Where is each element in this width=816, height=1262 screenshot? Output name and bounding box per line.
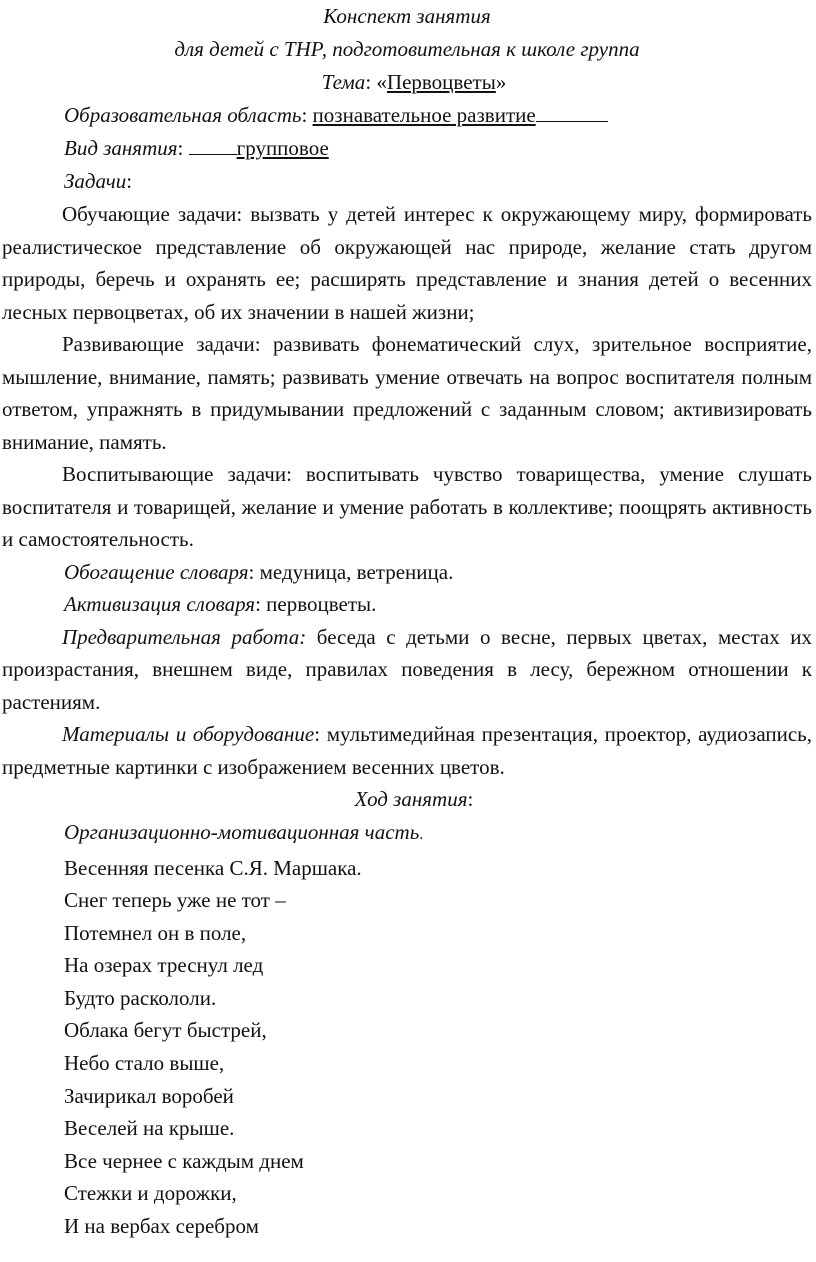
type-blank — [189, 154, 237, 155]
poem-line: И на вербах серебром — [64, 1213, 259, 1238]
prep-work — [2, 621, 812, 719]
type-label: Вид занятия — [64, 136, 178, 160]
poem-line: Потемнел он в поле, — [64, 920, 247, 945]
teaching-tasks: Обучающие задачи: вызвать у детей интерес к окружающему миру, формировать реалистическое представление об окружающей нас природе, желание стать другом природы, беречь и охранять ее; расширять представление и знания детей о весенних лесных первоцветах, об их значении в нашей жизни; — [2, 202, 812, 324]
tasks-heading: Задачи: — [64, 169, 133, 193]
materials: Материалы и оборудование: мультимедийная презентация, проектор, аудиозапись, предметные картинки с изображением весенних цветов. — [2, 722, 812, 779]
title-text: Конспект занятия — [323, 4, 491, 28]
poem-line: Веселей на крыше. — [64, 1116, 235, 1141]
vocab-activate: Активизация словаря: первоцветы. — [64, 592, 377, 616]
poem-line: Стежки и дорожки, — [64, 1181, 237, 1206]
poem-line: Будто раскололи. — [64, 985, 217, 1010]
doc-subtitle — [2, 33, 812, 66]
area-line: Образовательная область: познавательное развитие — [2, 99, 812, 132]
materials-label: Материалы и оборудование — [62, 722, 315, 746]
activate-value: первоцветы. — [266, 592, 377, 616]
course-part: Организационно-мотивационная часть. — [64, 820, 424, 844]
course-part-text: Организационно-мотивационная часть — [64, 820, 420, 844]
educating-tasks: Воспитывающие задачи: воспитывать чувство товарищества, умение слушать воспитателя и товарищей, желание и умение работать в коллективе; поощрять активность и самостоятельность. — [2, 462, 812, 551]
poem-line: Облака бегут быстрей, — [64, 1018, 267, 1043]
activate-label: Активизация словаря — [64, 592, 256, 616]
developing-tasks: Развивающие задачи: развивать фонематический слух, зрительное восприятие, мышление, внимание, память; развивать умение отвечать на вопрос воспитателя полным ответом, упражнять в придумывании предложений с заданным словом; активизировать внимание, память. — [2, 332, 812, 454]
tasks-label: Задачи — [64, 169, 127, 193]
poem-line: Снег теперь уже не тот – — [64, 888, 286, 912]
prep-label: Предварительная работа: — [62, 624, 307, 649]
topic-label: Тема — [321, 70, 366, 94]
area-label: Образовательная область — [64, 103, 302, 127]
poem-line: Небо стало выше, — [64, 1050, 225, 1075]
poem-line: На озерах треснул лед — [64, 953, 264, 978]
area-value: познавательное развитие — [312, 103, 536, 127]
enrich-value: медуница, ветреница. — [259, 559, 454, 584]
poem — [2, 884, 812, 1243]
poem-line: Все чернее с каждым днем — [64, 1148, 304, 1173]
song-title: Весенняя песенка С.Я. Маршака. — [64, 855, 362, 880]
materials-value: мультимедийная презентация, проектор, аудиозапись, предметные картинки с изображением весенних цветов. — [2, 722, 812, 779]
course-heading-text: Ход занятия — [354, 787, 468, 811]
course-heading: Ход занятия: — [354, 787, 474, 811]
prep-value: беседа с детьми о весне, первых цветах, местах их произрастания, внешнем виде, правилах поведения в лесу, бережном отношении к растениям. — [2, 624, 813, 714]
enrich-label: Обогащение словаря — [64, 559, 249, 584]
topic-value: Первоцветы — [386, 70, 496, 94]
area-blank — [536, 121, 608, 122]
vocab-enrich: Обогащение словаря: медуница, ветреница. — [64, 559, 454, 584]
type-line: Вид занятия: групповое — [64, 136, 329, 160]
topic-line: Тема: «Первоцветы» — [321, 70, 507, 94]
subtitle-text: для детей с ТНР, подготовительная к школе группа — [174, 37, 640, 61]
type-value: групповое — [236, 136, 329, 160]
doc-title — [2, 0, 812, 33]
poem-line: Зачирикал воробей — [64, 1083, 234, 1108]
